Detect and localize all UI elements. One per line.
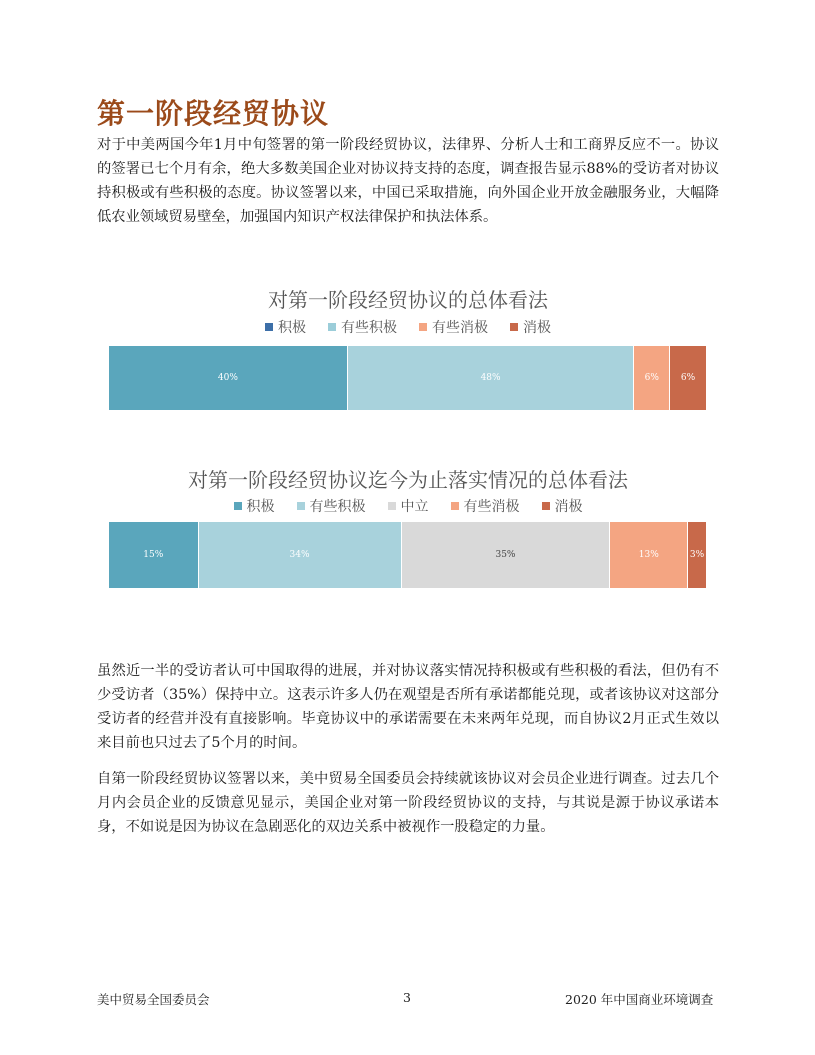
footer-organization: 美中贸易全国委员会 bbox=[97, 992, 210, 1007]
legend-item bbox=[234, 496, 275, 516]
legend-label: 有些积极 bbox=[341, 320, 397, 336]
legend-item bbox=[419, 317, 488, 337]
legend-label: 有些消极 bbox=[432, 320, 488, 336]
legend-swatch bbox=[542, 502, 550, 510]
bar-segment bbox=[199, 522, 402, 588]
legend-item bbox=[388, 496, 429, 516]
legend-item bbox=[510, 317, 551, 337]
bar-data-label: 40% bbox=[217, 373, 238, 383]
footer-report-title: 2020 年中国商业环境调查 bbox=[565, 992, 714, 1007]
legend-item bbox=[265, 317, 306, 337]
conclusion-paragraph: 自第一阶段经贸协议签署以来，美中贸易全国委员会持续就该协议对会员企业进行调查。过去几个月内会员企业的反馈意见显示，美国企业对第一阶段经贸协议的支持，与其说是源于协议承诺本身，不如说是因为协议在急剧恶化的双边关系中被视作一股稳定的力量。 bbox=[97, 771, 719, 835]
bar-data-label: 3% bbox=[689, 550, 705, 560]
legend-swatch bbox=[328, 323, 336, 331]
legend-label: 消极 bbox=[554, 499, 583, 515]
chart-2-title: 对第一阶段经贸协议迄今为止落实情况的总体看法 bbox=[188, 468, 628, 492]
bar-segment bbox=[109, 346, 348, 410]
legend-label: 有些积极 bbox=[309, 499, 366, 515]
bar-segment bbox=[634, 346, 670, 410]
intro-paragraph: 对于中美两国今年1月中旬签署的第一阶段经贸协议，法律界、分析人士和工商界反应不一。协议的签署已七个月有余，绝大多数美国企业对协议持支持的态度，调查报告显示88%的受访者对协议持积极或有些积极的态度。协议签署以来，中国已采取措施，向外国企业开放金融服务业，大幅降低农业领域贸易壁垒，加强国内知识产权法律保护和执法体系。 bbox=[97, 137, 719, 225]
legend-swatch bbox=[510, 323, 518, 331]
bar-segment bbox=[402, 522, 611, 588]
chart-1-title: 对第一阶段经贸协议的总体看法 bbox=[268, 288, 548, 312]
legend-label: 有些消极 bbox=[463, 499, 520, 515]
legend-label: 消极 bbox=[523, 320, 551, 336]
legend-item bbox=[297, 496, 366, 516]
legend-label: 积极 bbox=[246, 499, 275, 515]
chart-1-bar bbox=[109, 346, 706, 410]
legend-label: 中立 bbox=[400, 499, 429, 515]
bar-segment bbox=[670, 346, 706, 410]
bar-segment bbox=[109, 522, 199, 588]
analysis-paragraph: 虽然近一半的受访者认可中国取得的进展，并对协议落实情况持积极或有些积极的看法，但仍有不少受访者（35%）保持中立。这表示许多人仍在观望是否所有承诺都能兑现，或者该协议对这部分受访者的经营并没有直接影响。毕竟协议中的承诺需要在未来两年兑现，而自协议2月正式生效以来目前也只过去了5个月的时间。 bbox=[97, 663, 719, 751]
legend-swatch bbox=[234, 502, 242, 510]
bar-data-label: 6% bbox=[680, 373, 696, 383]
page-title: 第一阶段经贸协议 bbox=[97, 97, 330, 130]
bar-data-label: 13% bbox=[638, 550, 659, 560]
bar-segment bbox=[610, 522, 688, 588]
chart-2-legend bbox=[100, 496, 716, 516]
bar-segment bbox=[688, 522, 706, 588]
bar-data-label: 15% bbox=[143, 550, 164, 560]
bar-data-label: 6% bbox=[644, 373, 659, 383]
footer-page-number: 3 bbox=[403, 990, 411, 1005]
legend-swatch bbox=[265, 323, 273, 331]
legend-label: 积极 bbox=[278, 320, 306, 336]
legend-item bbox=[542, 496, 583, 516]
bar-data-label: 35% bbox=[495, 550, 516, 560]
legend-swatch bbox=[297, 502, 305, 510]
bar-data-label: 34% bbox=[289, 550, 310, 560]
bar-data-label: 48% bbox=[480, 373, 501, 383]
legend-swatch bbox=[451, 502, 459, 510]
chart-2-bar bbox=[109, 522, 706, 588]
legend-swatch bbox=[419, 323, 427, 331]
bar-segment bbox=[348, 346, 635, 410]
legend-item bbox=[328, 317, 397, 337]
chart-1-legend bbox=[100, 317, 716, 337]
legend-swatch bbox=[388, 502, 396, 510]
legend-item bbox=[451, 496, 520, 516]
